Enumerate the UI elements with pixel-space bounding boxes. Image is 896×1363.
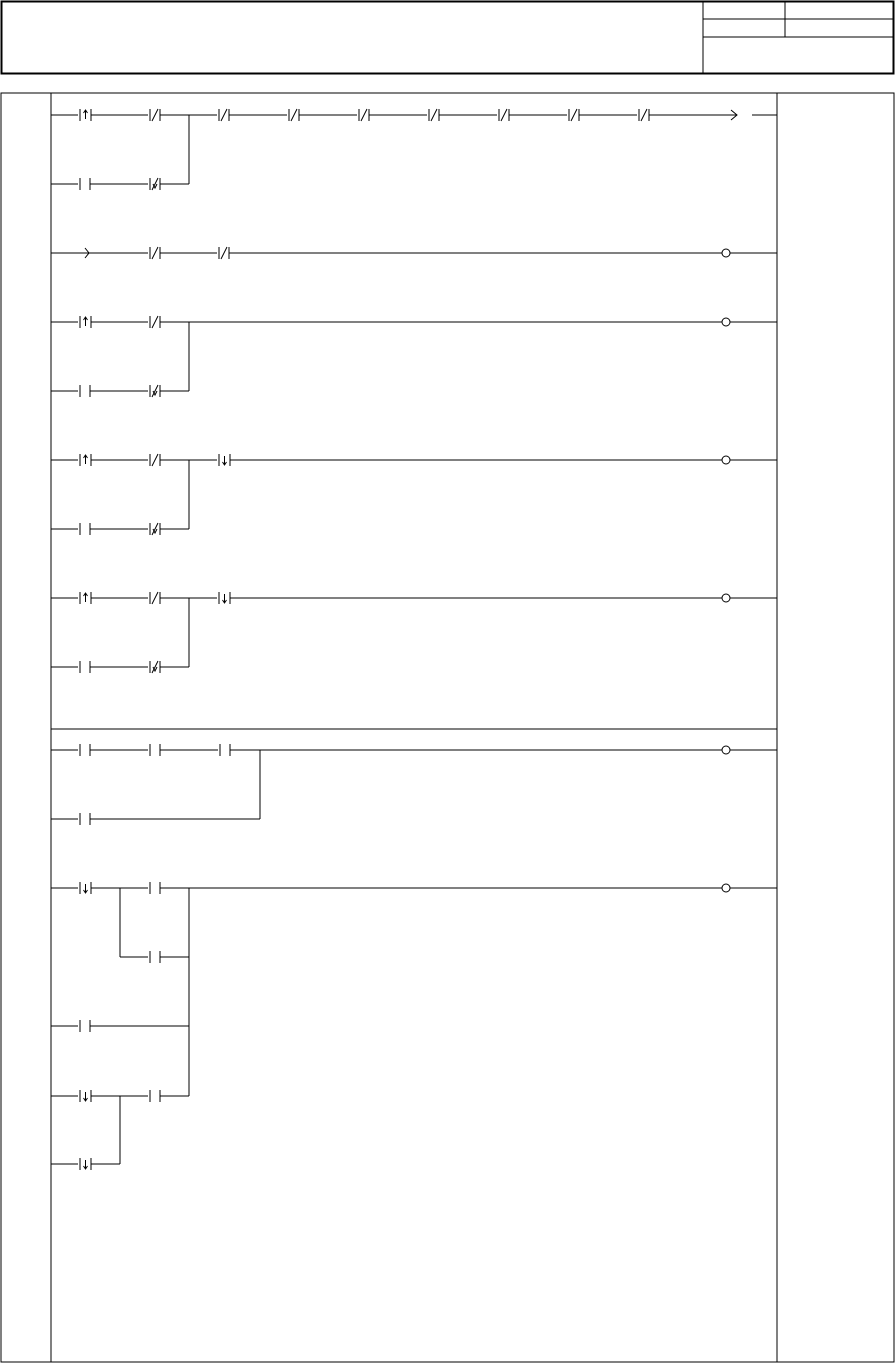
contact-nc-symbol xyxy=(150,316,160,328)
coil-icon xyxy=(722,456,730,464)
contact-nc-symbol xyxy=(219,247,229,259)
rung-4 xyxy=(51,454,777,535)
rung-6 xyxy=(51,744,777,825)
contact-rising-symbol xyxy=(80,454,91,466)
contact-falling-symbol xyxy=(80,1090,91,1102)
contact-rising-symbol xyxy=(80,592,91,604)
contact-no-symbol xyxy=(80,744,90,756)
contact-nc-falling-symbol xyxy=(150,178,160,190)
contact-falling-symbol xyxy=(219,454,230,466)
contact-rising-symbol xyxy=(80,316,91,328)
contact-nc-symbol xyxy=(569,109,579,121)
contact-no-symbol xyxy=(80,661,90,673)
coil-icon xyxy=(722,884,730,892)
contact-nc-falling-symbol xyxy=(150,661,160,673)
contact-nc-symbol xyxy=(150,454,160,466)
coil-icon xyxy=(722,594,730,602)
rung-2 xyxy=(51,247,777,259)
contact-nc-symbol xyxy=(499,109,509,121)
contact-nc-symbol xyxy=(219,109,229,121)
coil-icon xyxy=(722,746,730,754)
contact-no-symbol xyxy=(150,1090,160,1102)
contact-no-symbol xyxy=(150,744,160,756)
contact-falling-symbol xyxy=(80,882,91,894)
contact-no-symbol xyxy=(80,385,90,397)
contact-nc-symbol xyxy=(359,109,369,121)
contact-nc-symbol xyxy=(289,109,299,121)
contact-no-symbol xyxy=(80,813,90,825)
contact-falling-symbol xyxy=(219,592,230,604)
contact-nc-falling-symbol xyxy=(150,523,160,535)
outer-frame xyxy=(1,93,894,1362)
rung-7 xyxy=(51,882,777,1170)
rung-1 xyxy=(51,109,777,190)
contact-no-symbol xyxy=(80,178,90,190)
contact-no-symbol xyxy=(80,1020,90,1032)
contact-no-symbol xyxy=(80,523,90,535)
contact-no-symbol xyxy=(150,882,160,894)
rung-5 xyxy=(51,592,777,673)
contact-rising-symbol xyxy=(80,109,91,121)
coil-icon xyxy=(722,249,730,257)
contact-no-symbol xyxy=(150,951,160,963)
coil-icon xyxy=(722,318,730,326)
contact-nc-symbol xyxy=(150,109,160,121)
ladder-frame xyxy=(1,93,894,1362)
contact-nc-falling-symbol xyxy=(150,385,160,397)
contact-nc-symbol xyxy=(150,592,160,604)
title-block xyxy=(2,1,895,74)
contact-no-symbol xyxy=(220,744,230,756)
contact-nc-symbol xyxy=(639,109,649,121)
contact-nc-symbol xyxy=(150,247,160,259)
contact-nc-symbol xyxy=(429,109,439,121)
rung-3 xyxy=(51,316,777,397)
contact-falling-symbol xyxy=(80,1158,91,1170)
